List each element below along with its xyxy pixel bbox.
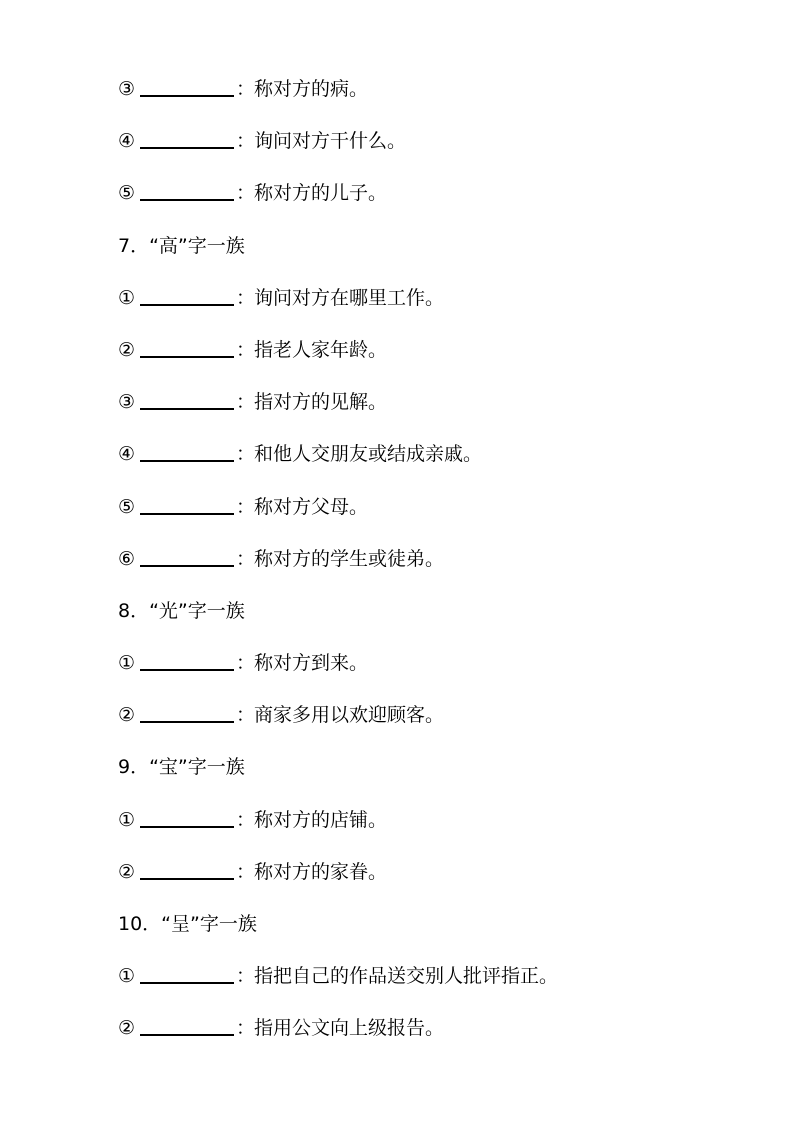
answer-blank[interactable]: [140, 546, 234, 567]
item-text: 称对方的店铺。: [254, 808, 388, 831]
item-colon: ：: [236, 130, 256, 153]
item-colon: ：: [236, 1017, 256, 1040]
section-heading: 10．“呈”字一族: [118, 913, 257, 935]
item-colon: ：: [236, 704, 256, 727]
item-colon: ：: [236, 495, 256, 518]
answer-blank[interactable]: [140, 650, 234, 671]
answer-blank[interactable]: [140, 76, 234, 97]
list-item: [118, 803, 758, 855]
item-text: 称对方的家眷。: [254, 860, 388, 883]
item-number: ⑤: [118, 495, 136, 518]
item-number: ①: [118, 808, 136, 831]
answer-blank[interactable]: [140, 702, 234, 723]
item-text: 称对方的学生或徒弟。: [254, 547, 445, 570]
item-text: 商家多用以欢迎顾客。: [254, 704, 445, 727]
list-item: [118, 333, 758, 385]
item-text: 称对方父母。: [254, 495, 369, 518]
item-colon: ：: [236, 78, 256, 100]
item-colon: ：: [236, 965, 256, 988]
item-text: 询问对方在哪里工作。: [254, 286, 445, 309]
item-number: ①: [118, 965, 136, 988]
item-text: 指对方的见解。: [254, 391, 388, 414]
item-colon: ：: [236, 860, 256, 883]
list-item: [118, 385, 758, 437]
item-number: ②: [118, 1017, 136, 1040]
item-text: 询问对方干什么。: [254, 130, 407, 153]
answer-blank[interactable]: [140, 1015, 234, 1036]
list-item: [118, 437, 758, 489]
answer-blank[interactable]: [140, 337, 234, 358]
item-number: ①: [118, 652, 136, 675]
item-text: 指把自己的作品送交别人批评指正。: [254, 965, 559, 988]
list-item: [118, 542, 758, 594]
section-heading: 7．“高”字一族: [118, 234, 245, 257]
list-item: [118, 1011, 758, 1063]
item-text: 指老人家年龄。: [254, 338, 388, 361]
item-colon: ：: [236, 338, 256, 361]
answer-blank[interactable]: [140, 180, 234, 201]
item-number: ③: [118, 78, 136, 100]
answer-blank[interactable]: [140, 494, 234, 515]
item-number: ②: [118, 860, 136, 883]
answer-blank[interactable]: [140, 963, 234, 984]
list-item: [118, 698, 758, 750]
item-number: ③: [118, 391, 136, 414]
list-item: [118, 646, 758, 698]
item-number: ⑤: [118, 182, 136, 205]
item-text: 和他人交朋友或结成亲戚。: [254, 443, 483, 466]
item-number: ①: [118, 286, 136, 309]
section-heading: 9．“宝”字一族: [118, 756, 245, 779]
answer-blank[interactable]: [140, 389, 234, 410]
list-item: [118, 490, 758, 542]
item-colon: ：: [236, 547, 256, 570]
item-number: ②: [118, 704, 136, 727]
item-number: ④: [118, 443, 136, 466]
section-heading: 8．“光”字一族: [118, 599, 245, 622]
list-item: [118, 72, 758, 124]
item-colon: ：: [236, 652, 256, 675]
list-item: [118, 124, 758, 176]
list-item: [118, 959, 758, 1011]
list-item: [118, 281, 758, 333]
item-colon: ：: [236, 286, 256, 309]
item-colon: ：: [236, 808, 256, 831]
answer-blank[interactable]: [140, 441, 234, 462]
item-number: ⑥: [118, 547, 136, 570]
list-item: [118, 855, 758, 907]
item-text: 称对方的病。: [254, 78, 369, 100]
answer-blank[interactable]: [140, 128, 234, 149]
answer-blank[interactable]: [140, 859, 234, 880]
answer-blank[interactable]: [140, 285, 234, 306]
item-text: 指用公文向上级报告。: [254, 1017, 445, 1040]
document-page: [118, 72, 758, 1064]
answer-blank[interactable]: [140, 807, 234, 828]
item-text: 称对方到来。: [254, 652, 369, 675]
item-number: ②: [118, 338, 136, 361]
item-number: ④: [118, 130, 136, 153]
item-text: 称对方的儿子。: [254, 182, 388, 205]
item-colon: ：: [236, 443, 256, 466]
list-item: [118, 176, 758, 228]
item-colon: ：: [236, 391, 256, 414]
item-colon: ：: [236, 182, 256, 205]
